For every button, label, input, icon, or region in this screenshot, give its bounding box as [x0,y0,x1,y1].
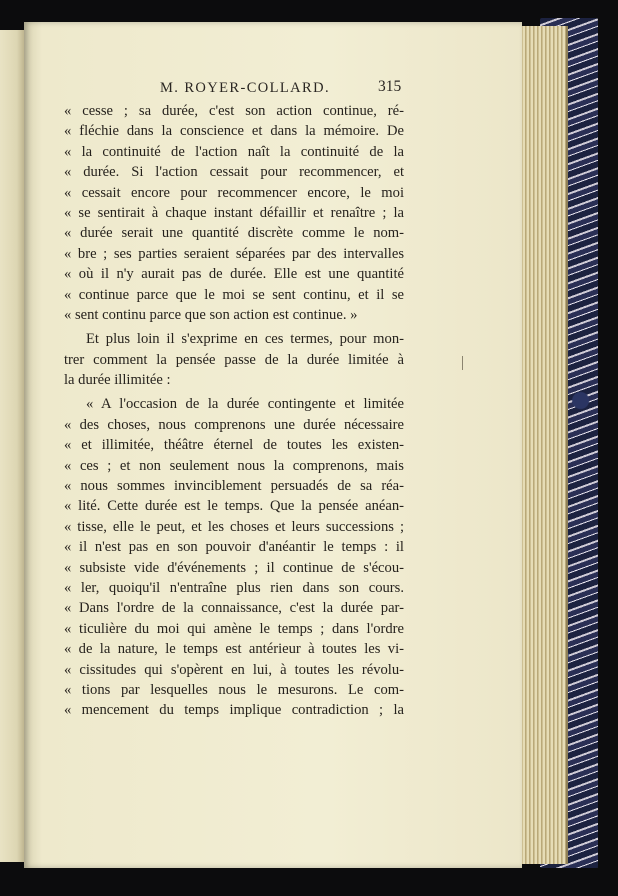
text-line: « continue parce que le moi se sent continu, et il se [64,286,404,303]
text-line: « ler, quoiqu'il n'entraîne plus rien dans son cours. [64,579,404,596]
text-line: « bre ; ses parties seraient séparées par des intervalles [64,245,404,262]
text-line: « se sentirait à chaque instant défaillir et renaître ; la [64,204,404,221]
text-line: Et plus loin il s'exprime en ces termes, pour mon- [86,331,404,348]
text-line: « mencement du temps implique contradiction ; la [64,702,404,719]
text-line: « cesse ; sa durée, c'est son action continue, ré- [64,103,404,119]
text-line: « lité. Cette durée est le temps. Que la pensée anéan- [64,498,404,515]
text-line: « tions par lesquelles nous le mesurons. Le com- [64,681,404,698]
text-line: « des choses, nous comprenons une durée nécessaire [64,416,404,433]
text-line: « ticulière du moi qui amène le temps ; dans l'ordre [64,620,404,637]
text-line: « tisse, elle le peut, et les choses et leurs successions ; [64,518,404,535]
text-line: « de la nature, le temps est antérieur à toutes les vi- [64,641,404,658]
text-line: « A l'occasion de la durée contingente et limitée [86,396,404,413]
running-head: M. ROYER-COLLARD. [160,80,331,96]
text-line: « il n'est pas en son pouvoir d'anéantir le temps : il [64,539,404,556]
text-line: « et illimitée, théâtre éternel de toutes les existen- [64,437,404,454]
text-line: trer comment la pensée passe de la durée limitée à [64,351,404,368]
text-line: « cissitudes qui s'opèrent en lui, à toutes les révolu- [64,661,404,678]
text-line: « subsiste vide d'événements ; il continue de s'écou- [64,559,404,576]
text-line: « cessait encore pour recommencer encore, le moi [64,184,404,201]
body-text [64,101,404,721]
text-line: « sent continu parce que son action est continue. » [64,306,358,323]
text-line: « nous sommes invinciblement persuadés de sa réa- [64,478,404,495]
facing-page-edge [0,30,24,862]
page-stack-edge [518,26,568,864]
text-line: « où il n'y aurait pas de durée. Elle est une quantité [64,266,404,283]
text-line: « durée. Si l'action cessait pour recommencer, et [64,164,404,181]
text-line: « ces ; et non seulement nous la comprenons, mais [64,457,404,474]
page-number: 315 [378,78,402,95]
text-line: « Dans l'ordre de la connaissance, c'est la durée par- [64,600,404,617]
text-line: « durée serait une quantité discrète comme le nom- [64,225,404,242]
text-line: la durée illimitée : [64,372,171,389]
margin-mark [462,356,463,370]
text-line: « fléchie dans la conscience et dans la mémoire. De [64,123,404,140]
text-line: « la continuité de l'action naît la continuité de la [64,143,404,160]
